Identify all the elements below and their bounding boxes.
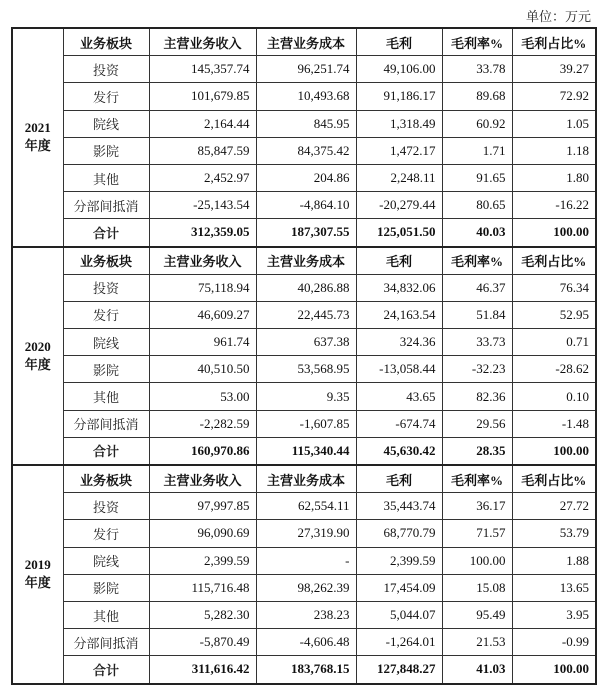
share-cell: -28.62	[512, 356, 596, 383]
margin-cell: 33.78	[442, 56, 512, 83]
share-cell: -16.22	[512, 192, 596, 219]
total-row	[12, 437, 596, 465]
revenue-cell: 115,716.48	[149, 574, 256, 601]
column-header: 毛利占比%	[512, 247, 596, 275]
gross-profit-cell: 324.36	[356, 329, 442, 356]
column-header: 业务板块	[63, 247, 149, 275]
table-row	[12, 493, 596, 520]
revenue-cell: 160,970.86	[149, 437, 256, 465]
segment-cell: 投资	[63, 56, 149, 83]
revenue-cell: 5,282.30	[149, 601, 256, 628]
column-header: 业务板块	[63, 28, 149, 56]
year-label	[12, 247, 63, 466]
segment-cell: 影院	[63, 356, 149, 383]
share-cell: 39.27	[512, 56, 596, 83]
share-cell: -1.48	[512, 410, 596, 437]
segment-cell: 影院	[63, 137, 149, 164]
table-row	[12, 629, 596, 656]
margin-cell: 82.36	[442, 383, 512, 410]
share-cell: 1.88	[512, 547, 596, 574]
segment-cell: 院线	[63, 547, 149, 574]
column-header: 主营业务收入	[149, 465, 256, 493]
header-row	[12, 465, 596, 493]
column-header: 主营业务成本	[256, 465, 356, 493]
gross-profit-cell: 2,248.11	[356, 164, 442, 191]
segment-cell: 发行	[63, 301, 149, 328]
cost-cell: 845.95	[256, 110, 356, 137]
year-label	[12, 28, 63, 247]
column-header: 业务板块	[63, 465, 149, 493]
column-header: 毛利率%	[442, 247, 512, 275]
year-suffix: 年度	[24, 138, 51, 154]
margin-cell: 21.53	[442, 629, 512, 656]
share-cell: 13.65	[512, 574, 596, 601]
margin-cell: 95.49	[442, 601, 512, 628]
margin-cell: 46.37	[442, 274, 512, 301]
gross-profit-cell: 127,848.27	[356, 656, 442, 684]
cost-cell: 115,340.44	[256, 437, 356, 465]
gross-profit-cell: 24,163.54	[356, 301, 442, 328]
total-row	[12, 656, 596, 684]
segment-cell: 投资	[63, 493, 149, 520]
revenue-cell: 96,090.69	[149, 520, 256, 547]
share-cell: 3.95	[512, 601, 596, 628]
revenue-cell: 2,452.97	[149, 164, 256, 191]
revenue-cell: 2,399.59	[149, 547, 256, 574]
column-header: 主营业务成本	[256, 28, 356, 56]
table-row	[12, 574, 596, 601]
margin-cell: 60.92	[442, 110, 512, 137]
share-cell: 1.80	[512, 164, 596, 191]
cost-cell: 204.86	[256, 164, 356, 191]
cost-cell: 9.35	[256, 383, 356, 410]
segment-cell: 其他	[63, 601, 149, 628]
revenue-cell: -25,143.54	[149, 192, 256, 219]
revenue-cell: 85,847.59	[149, 137, 256, 164]
margin-cell: 71.57	[442, 520, 512, 547]
revenue-cell: 97,997.85	[149, 493, 256, 520]
revenue-cell: -5,870.49	[149, 629, 256, 656]
margin-cell: 29.56	[442, 410, 512, 437]
table-row	[12, 520, 596, 547]
share-cell: 27.72	[512, 493, 596, 520]
gross-profit-cell: -1,264.01	[356, 629, 442, 656]
share-cell: 1.05	[512, 110, 596, 137]
share-cell: 100.00	[512, 656, 596, 684]
margin-cell: 40.03	[442, 219, 512, 247]
cost-cell: -4,606.48	[256, 629, 356, 656]
share-cell: 0.71	[512, 329, 596, 356]
segment-cell: 分部间抵消	[63, 629, 149, 656]
segment-cell: 分部间抵消	[63, 192, 149, 219]
revenue-cell: 101,679.85	[149, 83, 256, 110]
unit-label: 单位：万元	[525, 10, 591, 25]
share-cell: 72.92	[512, 83, 596, 110]
margin-cell: 91.65	[442, 164, 512, 191]
header-row	[12, 28, 596, 56]
gross-profit-cell: 49,106.00	[356, 56, 442, 83]
cost-cell: 27,319.90	[256, 520, 356, 547]
segment-cell: 发行	[63, 520, 149, 547]
table-row	[12, 601, 596, 628]
share-cell: 100.00	[512, 437, 596, 465]
revenue-cell: -2,282.59	[149, 410, 256, 437]
segment-cell: 发行	[63, 83, 149, 110]
gross-profit-cell: 2,399.59	[356, 547, 442, 574]
segment-cell: 合计	[63, 656, 149, 684]
column-header: 毛利	[356, 28, 442, 56]
segment-financials-table	[11, 27, 597, 685]
revenue-cell: 312,359.05	[149, 219, 256, 247]
table-row	[12, 301, 596, 328]
share-cell: 52.95	[512, 301, 596, 328]
margin-cell: 33.73	[442, 329, 512, 356]
column-header: 毛利率%	[442, 465, 512, 493]
header-row	[12, 247, 596, 275]
gross-profit-cell: -13,058.44	[356, 356, 442, 383]
column-header: 毛利占比%	[512, 28, 596, 56]
table-row	[12, 274, 596, 301]
year-number: 2019	[24, 557, 51, 573]
cost-cell: 98,262.39	[256, 574, 356, 601]
gross-profit-cell: 17,454.09	[356, 574, 442, 601]
table-row	[12, 383, 596, 410]
cost-cell: 10,493.68	[256, 83, 356, 110]
cost-cell: 183,768.15	[256, 656, 356, 684]
table-body	[12, 28, 596, 684]
cost-cell: 22,445.73	[256, 301, 356, 328]
cost-cell: 96,251.74	[256, 56, 356, 83]
table-row	[12, 192, 596, 219]
table-row	[12, 83, 596, 110]
gross-profit-cell: 1,472.17	[356, 137, 442, 164]
cost-cell: 53,568.95	[256, 356, 356, 383]
table-row	[12, 356, 596, 383]
table-row	[12, 547, 596, 574]
share-cell: -0.99	[512, 629, 596, 656]
cost-cell: 238.23	[256, 601, 356, 628]
cost-cell: 637.38	[256, 329, 356, 356]
margin-cell: 15.08	[442, 574, 512, 601]
segment-cell: 院线	[63, 110, 149, 137]
gross-profit-cell: 68,770.79	[356, 520, 442, 547]
gross-profit-cell: 35,443.74	[356, 493, 442, 520]
gross-profit-cell: 1,318.49	[356, 110, 442, 137]
share-cell: 0.10	[512, 383, 596, 410]
share-cell: 76.34	[512, 274, 596, 301]
segment-cell: 分部间抵消	[63, 410, 149, 437]
year-suffix: 年度	[24, 575, 51, 591]
column-header: 主营业务收入	[149, 28, 256, 56]
margin-cell: 28.35	[442, 437, 512, 465]
share-cell: 53.79	[512, 520, 596, 547]
cost-cell: 40,286.88	[256, 274, 356, 301]
segment-cell: 投资	[63, 274, 149, 301]
revenue-cell: 145,357.74	[149, 56, 256, 83]
revenue-cell: 40,510.50	[149, 356, 256, 383]
cost-cell: -1,607.85	[256, 410, 356, 437]
gross-profit-cell: 125,051.50	[356, 219, 442, 247]
column-header: 主营业务成本	[256, 247, 356, 275]
year-number: 2020	[24, 338, 51, 354]
table-row	[12, 410, 596, 437]
table-row	[12, 164, 596, 191]
margin-cell: 100.00	[442, 547, 512, 574]
gross-profit-cell: 5,044.07	[356, 601, 442, 628]
margin-cell: 80.65	[442, 192, 512, 219]
column-header: 主营业务收入	[149, 247, 256, 275]
segment-cell: 其他	[63, 383, 149, 410]
cost-cell: 62,554.11	[256, 493, 356, 520]
table-row	[12, 56, 596, 83]
share-cell: 1.18	[512, 137, 596, 164]
revenue-cell: 53.00	[149, 383, 256, 410]
gross-profit-cell: 45,630.42	[356, 437, 442, 465]
year-label	[12, 465, 63, 684]
segment-cell: 合计	[63, 437, 149, 465]
table-row	[12, 137, 596, 164]
gross-profit-cell: 91,186.17	[356, 83, 442, 110]
year-number: 2021	[24, 120, 51, 136]
gross-profit-cell: 43.65	[356, 383, 442, 410]
share-cell: 100.00	[512, 219, 596, 247]
revenue-cell: 961.74	[149, 329, 256, 356]
table-row	[12, 329, 596, 356]
column-header: 毛利	[356, 247, 442, 275]
margin-cell: 1.71	[442, 137, 512, 164]
column-header: 毛利占比%	[512, 465, 596, 493]
segment-cell: 其他	[63, 164, 149, 191]
margin-cell: 36.17	[442, 493, 512, 520]
cost-cell: -	[256, 547, 356, 574]
year-suffix: 年度	[24, 356, 51, 372]
segment-cell: 院线	[63, 329, 149, 356]
revenue-cell: 2,164.44	[149, 110, 256, 137]
table-row	[12, 110, 596, 137]
gross-profit-cell: 34,832.06	[356, 274, 442, 301]
column-header: 毛利率%	[442, 28, 512, 56]
revenue-cell: 311,616.42	[149, 656, 256, 684]
gross-profit-cell: -674.74	[356, 410, 442, 437]
margin-cell: -32.23	[442, 356, 512, 383]
cost-cell: 84,375.42	[256, 137, 356, 164]
cost-cell: 187,307.55	[256, 219, 356, 247]
cost-cell: -4,864.10	[256, 192, 356, 219]
margin-cell: 51.84	[442, 301, 512, 328]
margin-cell: 41.03	[442, 656, 512, 684]
revenue-cell: 75,118.94	[149, 274, 256, 301]
gross-profit-cell: -20,279.44	[356, 192, 442, 219]
segment-cell: 合计	[63, 219, 149, 247]
segment-cell: 影院	[63, 574, 149, 601]
revenue-cell: 46,609.27	[149, 301, 256, 328]
margin-cell: 89.68	[442, 83, 512, 110]
total-row	[12, 219, 596, 247]
column-header: 毛利	[356, 465, 442, 493]
